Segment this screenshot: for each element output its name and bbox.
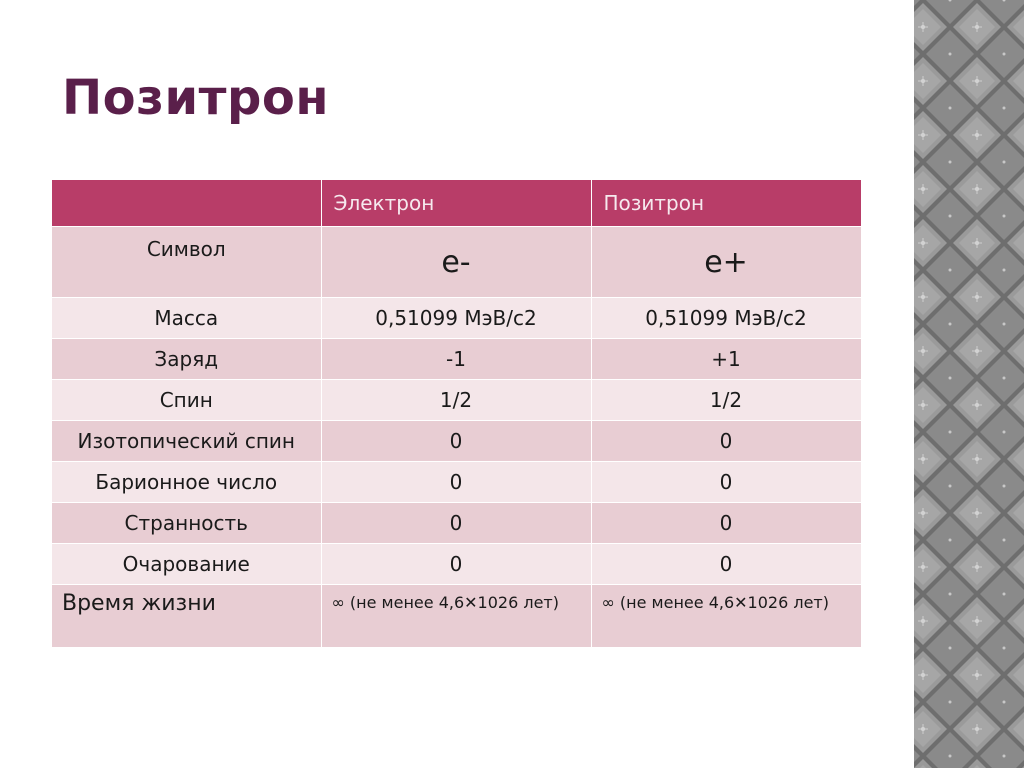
header-cell-electron: Электрон: [321, 180, 591, 227]
row-label: Очарование: [52, 544, 321, 585]
decorative-side-pattern: [914, 0, 1024, 768]
electron-value: 0: [321, 421, 591, 462]
positron-value: 0: [591, 421, 861, 462]
positron-value: ∞ (не менее 4,6✕1026 лет): [591, 585, 861, 648]
positron-value: 0: [591, 503, 861, 544]
electron-value: 0,51099 МэВ/с2: [321, 298, 591, 339]
table-row: [52, 227, 861, 298]
table-row: [52, 339, 861, 380]
electron-value: e-: [321, 227, 591, 298]
row-label: Заряд: [52, 339, 321, 380]
table-header-row: [52, 180, 861, 227]
positron-value: 0,51099 МэВ/с2: [591, 298, 861, 339]
electron-value: 0: [321, 462, 591, 503]
table-row: [52, 380, 861, 421]
row-label: Символ: [52, 227, 321, 298]
positron-value: e+: [591, 227, 861, 298]
row-label: Изотопический спин: [52, 421, 321, 462]
comparison-table: [52, 180, 862, 648]
table-row: [52, 421, 861, 462]
header-cell-empty: [52, 180, 321, 227]
diamond-tile-pattern-icon: [914, 0, 1024, 768]
row-label: Масса: [52, 298, 321, 339]
positron-value: 0: [591, 544, 861, 585]
row-label: Барионное число: [52, 462, 321, 503]
table-row: [52, 585, 861, 648]
header-cell-positron: Позитрон: [591, 180, 861, 227]
row-label: Спин: [52, 380, 321, 421]
row-label: Странность: [52, 503, 321, 544]
electron-value: ∞ (не менее 4,6✕1026 лет): [321, 585, 591, 648]
table-row: [52, 544, 861, 585]
table-row: [52, 298, 861, 339]
electron-value: 0: [321, 544, 591, 585]
electron-value: 1/2: [321, 380, 591, 421]
electron-value: -1: [321, 339, 591, 380]
table-row: [52, 462, 861, 503]
row-label: Время жизни: [52, 585, 321, 648]
positron-value: 1/2: [591, 380, 861, 421]
positron-value: 0: [591, 462, 861, 503]
slide-title: Позитрон: [62, 70, 329, 126]
positron-value: +1: [591, 339, 861, 380]
table-row: [52, 503, 861, 544]
electron-value: 0: [321, 503, 591, 544]
